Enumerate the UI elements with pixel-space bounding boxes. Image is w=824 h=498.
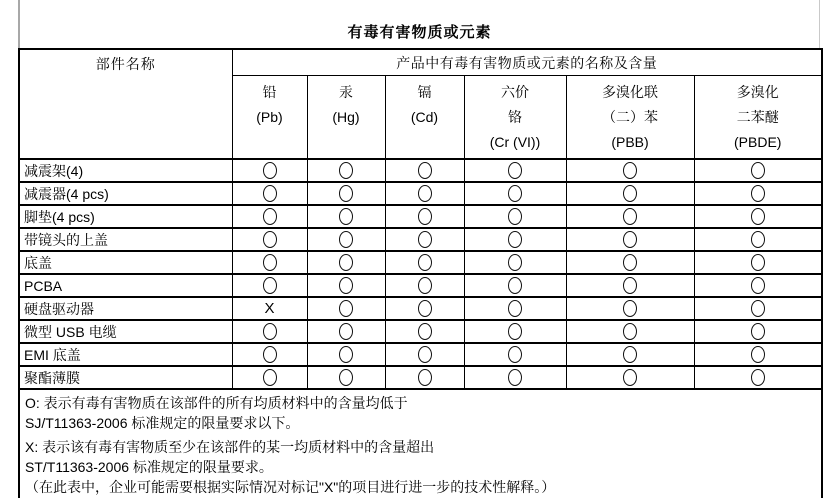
mark-cell — [694, 205, 822, 228]
header-row-group — [19, 49, 822, 76]
table-row — [19, 366, 822, 389]
mark-cell — [385, 205, 464, 228]
part-name-cell: PCBA — [19, 274, 232, 297]
substance-mark — [418, 231, 432, 248]
substance-mark — [508, 231, 522, 248]
substance-mark — [751, 162, 765, 179]
substance-mark — [751, 346, 765, 363]
table-row — [19, 320, 822, 343]
column-header-cadmium — [385, 76, 464, 160]
column-header-line: （二）苯 — [602, 109, 658, 125]
mark-cell — [566, 251, 694, 274]
substance-mark — [263, 231, 277, 248]
substance-mark — [508, 346, 522, 363]
mark-cell — [694, 274, 822, 297]
mark-cell — [566, 297, 694, 320]
substance-mark — [508, 208, 522, 225]
part-name-cell: 减震器(4 pcs) — [19, 182, 232, 205]
part-name-cell: EMI 底盖 — [19, 343, 232, 366]
substance-mark — [339, 369, 353, 386]
mark-cell — [694, 366, 822, 389]
mark-cell — [464, 297, 566, 320]
part-name-cell: 底盖 — [19, 251, 232, 274]
substance-mark — [751, 254, 765, 271]
column-header-mercury — [307, 76, 385, 160]
substance-mark — [263, 185, 277, 202]
mark-cell — [385, 297, 464, 320]
substance-mark — [339, 300, 353, 317]
mark-cell — [464, 228, 566, 251]
substance-mark — [418, 185, 432, 202]
substance-mark — [751, 369, 765, 386]
mark-cell — [566, 182, 694, 205]
column-header-line: 汞 — [339, 84, 353, 100]
substance-mark — [263, 254, 277, 271]
substance-mark: X — [264, 300, 275, 318]
mark-cell — [385, 182, 464, 205]
mark-cell — [464, 251, 566, 274]
mark-cell — [307, 366, 385, 389]
mark-cell — [566, 343, 694, 366]
substance-mark — [418, 369, 432, 386]
table-row — [19, 274, 822, 297]
part-name-cell: 聚酯薄膜 — [19, 366, 232, 389]
substance-mark — [418, 300, 432, 317]
table-row — [19, 251, 822, 274]
substance-mark — [339, 162, 353, 179]
column-header-hexavalent-chromium — [464, 76, 566, 160]
column-header-lead — [232, 76, 307, 160]
substance-mark — [339, 254, 353, 271]
part-name-cell: 硬盘驱动器 — [19, 297, 232, 320]
part-name-cell: 带镜头的上盖 — [19, 228, 232, 251]
mark-cell — [385, 343, 464, 366]
mark-cell — [307, 320, 385, 343]
mark-cell — [385, 274, 464, 297]
mark-cell — [694, 320, 822, 343]
mark-cell — [232, 228, 307, 251]
substance-mark — [339, 277, 353, 294]
legend-o-line-1: O: 表示有毒有害物质在该部件的所有均质材料中的含量均低于 — [25, 395, 408, 411]
mark-cell — [385, 366, 464, 389]
substance-mark — [623, 300, 637, 317]
substance-mark — [339, 208, 353, 225]
substance-mark — [508, 277, 522, 294]
mark-cell — [307, 228, 385, 251]
substance-mark — [751, 185, 765, 202]
part-name-cell: 微型 USB 电缆 — [19, 320, 232, 343]
legend-x-line-2: ST/T11363-2006 标准规定的限量要求。 — [25, 459, 273, 475]
mark-cell — [232, 159, 307, 182]
mark-cell — [694, 251, 822, 274]
substance-mark — [339, 185, 353, 202]
mark-cell — [232, 297, 307, 320]
column-header-line: 多溴化联 — [602, 84, 658, 100]
legend-cell — [19, 389, 822, 498]
column-header-pbde — [694, 76, 822, 160]
legend-remark: （在此表中，企业可能需要根据实际情况对标记"X"的项目进行进一步的技术性解释。） — [25, 479, 556, 495]
substance-mark — [623, 185, 637, 202]
substance-mark — [751, 231, 765, 248]
mark-cell — [307, 274, 385, 297]
mark-cell — [307, 297, 385, 320]
part-name-cell: 脚垫(4 pcs) — [19, 205, 232, 228]
legend-o-line-2: SJ/T11363-2006 标准规定的限量要求以下。 — [25, 415, 300, 431]
column-header-line: (Cr (VI)) — [489, 134, 541, 150]
mark-cell — [694, 228, 822, 251]
substance-mark — [623, 323, 637, 340]
substance-mark — [508, 162, 522, 179]
substance-mark — [508, 300, 522, 317]
substance-mark — [623, 254, 637, 271]
substance-mark — [418, 254, 432, 271]
mark-cell — [694, 297, 822, 320]
mark-cell — [232, 274, 307, 297]
mark-cell — [566, 274, 694, 297]
mark-cell — [566, 320, 694, 343]
mark-cell — [566, 159, 694, 182]
substance-mark — [263, 208, 277, 225]
substance-mark — [263, 369, 277, 386]
substance-mark — [623, 231, 637, 248]
legend-x-line-1: X: 表示该有毒有害物质至少在该部件的某一均质材料中的含量超出 — [25, 439, 435, 455]
mark-cell — [464, 366, 566, 389]
column-header-line: 多溴化 — [736, 84, 779, 100]
mark-cell — [566, 205, 694, 228]
mark-cell — [307, 205, 385, 228]
part-name-header: 部件名称 — [19, 49, 232, 159]
mark-cell — [232, 182, 307, 205]
table-title: 有毒有害物质或元素 — [347, 24, 492, 41]
mark-cell — [232, 343, 307, 366]
mark-cell — [385, 228, 464, 251]
substance-mark — [751, 277, 765, 294]
column-header-line: 二苯醚 — [736, 109, 779, 125]
part-name-cell: 减震架(4) — [19, 159, 232, 182]
substance-mark — [263, 346, 277, 363]
table-row — [19, 297, 822, 320]
substance-mark — [263, 277, 277, 294]
mark-cell — [232, 366, 307, 389]
table-row — [19, 182, 822, 205]
substance-mark — [623, 277, 637, 294]
table-row — [19, 343, 822, 366]
substance-mark — [508, 185, 522, 202]
column-header-line: 镉 — [417, 84, 432, 100]
mark-cell — [566, 228, 694, 251]
mark-cell — [307, 251, 385, 274]
column-header-line: (Pb) — [256, 109, 283, 125]
mark-cell — [464, 205, 566, 228]
column-header-line: (Cd) — [410, 109, 439, 125]
mark-cell — [307, 182, 385, 205]
substance-mark — [751, 300, 765, 317]
substance-mark — [339, 231, 353, 248]
column-header-line: 铅 — [262, 84, 277, 100]
mark-cell — [694, 343, 822, 366]
substance-mark — [418, 277, 432, 294]
mark-cell — [566, 366, 694, 389]
substance-mark — [751, 208, 765, 225]
column-header-line: 铬 — [508, 109, 522, 125]
mark-cell — [232, 205, 307, 228]
table-row — [19, 228, 822, 251]
substances-group-header: 产品中有毒有害物质或元素的名称及含量 — [232, 49, 822, 76]
mark-cell — [385, 251, 464, 274]
mark-cell — [694, 182, 822, 205]
mark-cell — [307, 159, 385, 182]
column-header-pbb — [566, 76, 694, 160]
substance-mark — [623, 346, 637, 363]
substance-mark — [339, 323, 353, 340]
substance-mark — [418, 162, 432, 179]
substance-mark — [418, 208, 432, 225]
substance-mark — [623, 208, 637, 225]
hazardous-substances-table — [18, 48, 823, 498]
substance-mark — [418, 323, 432, 340]
substance-mark — [508, 369, 522, 386]
mark-cell — [385, 320, 464, 343]
mark-cell — [232, 251, 307, 274]
substance-mark — [418, 346, 432, 363]
mark-cell — [464, 182, 566, 205]
substance-mark — [623, 369, 637, 386]
substance-mark — [508, 254, 522, 271]
substance-mark — [508, 323, 522, 340]
mark-cell — [232, 320, 307, 343]
substance-mark — [623, 162, 637, 179]
mark-cell — [464, 343, 566, 366]
table-row — [19, 159, 822, 182]
column-header-line: (Hg) — [332, 109, 360, 125]
mark-cell — [464, 320, 566, 343]
mark-cell — [307, 343, 385, 366]
mark-cell — [464, 159, 566, 182]
column-header-line: (PBB) — [611, 134, 649, 150]
table-row — [19, 205, 822, 228]
mark-cell — [464, 274, 566, 297]
substance-mark — [751, 323, 765, 340]
substance-mark — [339, 346, 353, 363]
mark-cell — [694, 159, 822, 182]
column-header-line: (PBDE) — [734, 134, 782, 150]
substance-mark — [263, 162, 277, 179]
mark-cell — [385, 159, 464, 182]
legend-row — [19, 389, 822, 498]
column-header-line: 六价 — [501, 84, 529, 100]
substance-mark — [263, 323, 277, 340]
